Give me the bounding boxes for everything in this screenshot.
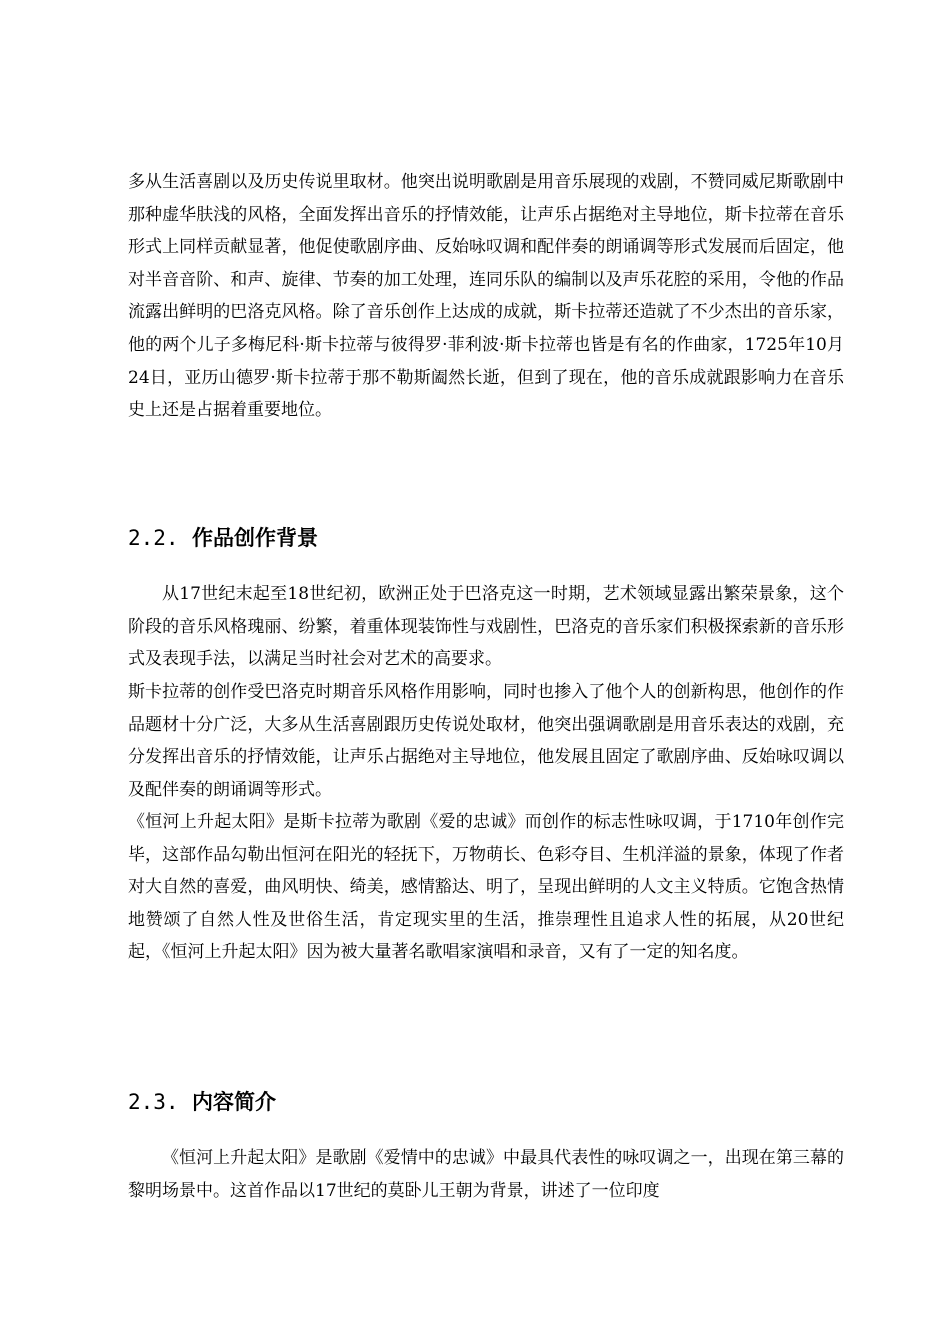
section-heading-2-2 (128, 524, 318, 552)
section-title: 内容简介 (192, 1090, 276, 1114)
section-number: 2.2. (128, 526, 179, 550)
section-title: 作品创作背景 (192, 526, 318, 550)
body-paragraph-5: 《恒河上升起太阳》是歌剧《爱情中的忠诚》中最具代表性的咏叹调之一，出现在第三幕的黎明场景中。这首作品以17世纪的莫卧儿王朝为背景，讲述了一位印度 (128, 1148, 844, 1201)
body-paragraph-3: 斯卡拉蒂的创作受巴洛克时期音乐风格作用影响，同时也掺入了他个人的创新构思，他创作的作品题材十分广泛，大多从生活喜剧跟历史传说处取材，他突出强调歌剧是用音乐表达的戏剧，充分发挥出音乐的抒情效能，让声乐占据绝对主导地位，他发展且固定了歌剧序曲、反始咏叹调以及配伴奏的朗诵调等形式。 (128, 682, 844, 800)
body-paragraph-1: 多从生活喜剧以及历史传说里取材。他突出说明歌剧是用音乐展现的戏剧，不赞同威尼斯歌剧中那种虚华肤浅的风格，全面发挥出音乐的抒情效能，让声乐占据绝对主导地位，斯卡拉蒂在音乐形式上同样贡献显著，他促使歌剧序曲、反始咏叹调和配伴奏的朗诵调等形式发展而后固定，他对半音音阶、和声、旋律、节奏的加工处理，连同乐队的编制以及声乐花腔的采用，令他的作品流露出鲜明的巴洛克风格。除了音乐创作上达成的成就，斯卡拉蒂还造就了不少杰出的音乐家，他的两个儿子多梅尼科·斯卡拉蒂与彼得罗·菲利波·斯卡拉蒂也皆是有名的作曲家，1725年10月24日，亚历山德罗·斯卡拉蒂于那不勒斯阖然长逝，但到了现在，他的音乐成就跟影响力在音乐史上还是占据着重要地位。 (128, 172, 844, 421)
section-heading-2-3 (128, 1088, 276, 1116)
section-number: 2.3. (128, 1090, 179, 1114)
body-paragraph-2: 从17世纪末起至18世纪初，欧洲正处于巴洛克这一时期，艺术领域显露出繁荣景象，这个阶段的音乐风格瑰丽、纷繁，着重体现装饰性与戏剧性，巴洛克的音乐家们积极探索新的音乐形式及表现手法，以满足当时社会对艺术的高要求。 (128, 584, 844, 670)
body-paragraph-4: 《恒河上升起太阳》是斯卡拉蒂为歌剧《爱的忠诚》而创作的标志性咏叹调，于1710年创作完毕，这部作品勾勒出恒河在阳光的轻抚下，万物萌长、色彩夺目、生机洋溢的景象，体现了作者对大自然的喜爱，曲风明快、绮美，感情豁达、明了，呈现出鲜明的人文主义特质。它饱含热情地赞颂了自然人性及世俗生活，肯定现实里的生活，推崇理性且追求人性的拓展，从20世纪起，《恒河上升起太阳》因为被大量著名歌唱家演唱和录音，又有了一定的知名度。 (128, 812, 844, 963)
